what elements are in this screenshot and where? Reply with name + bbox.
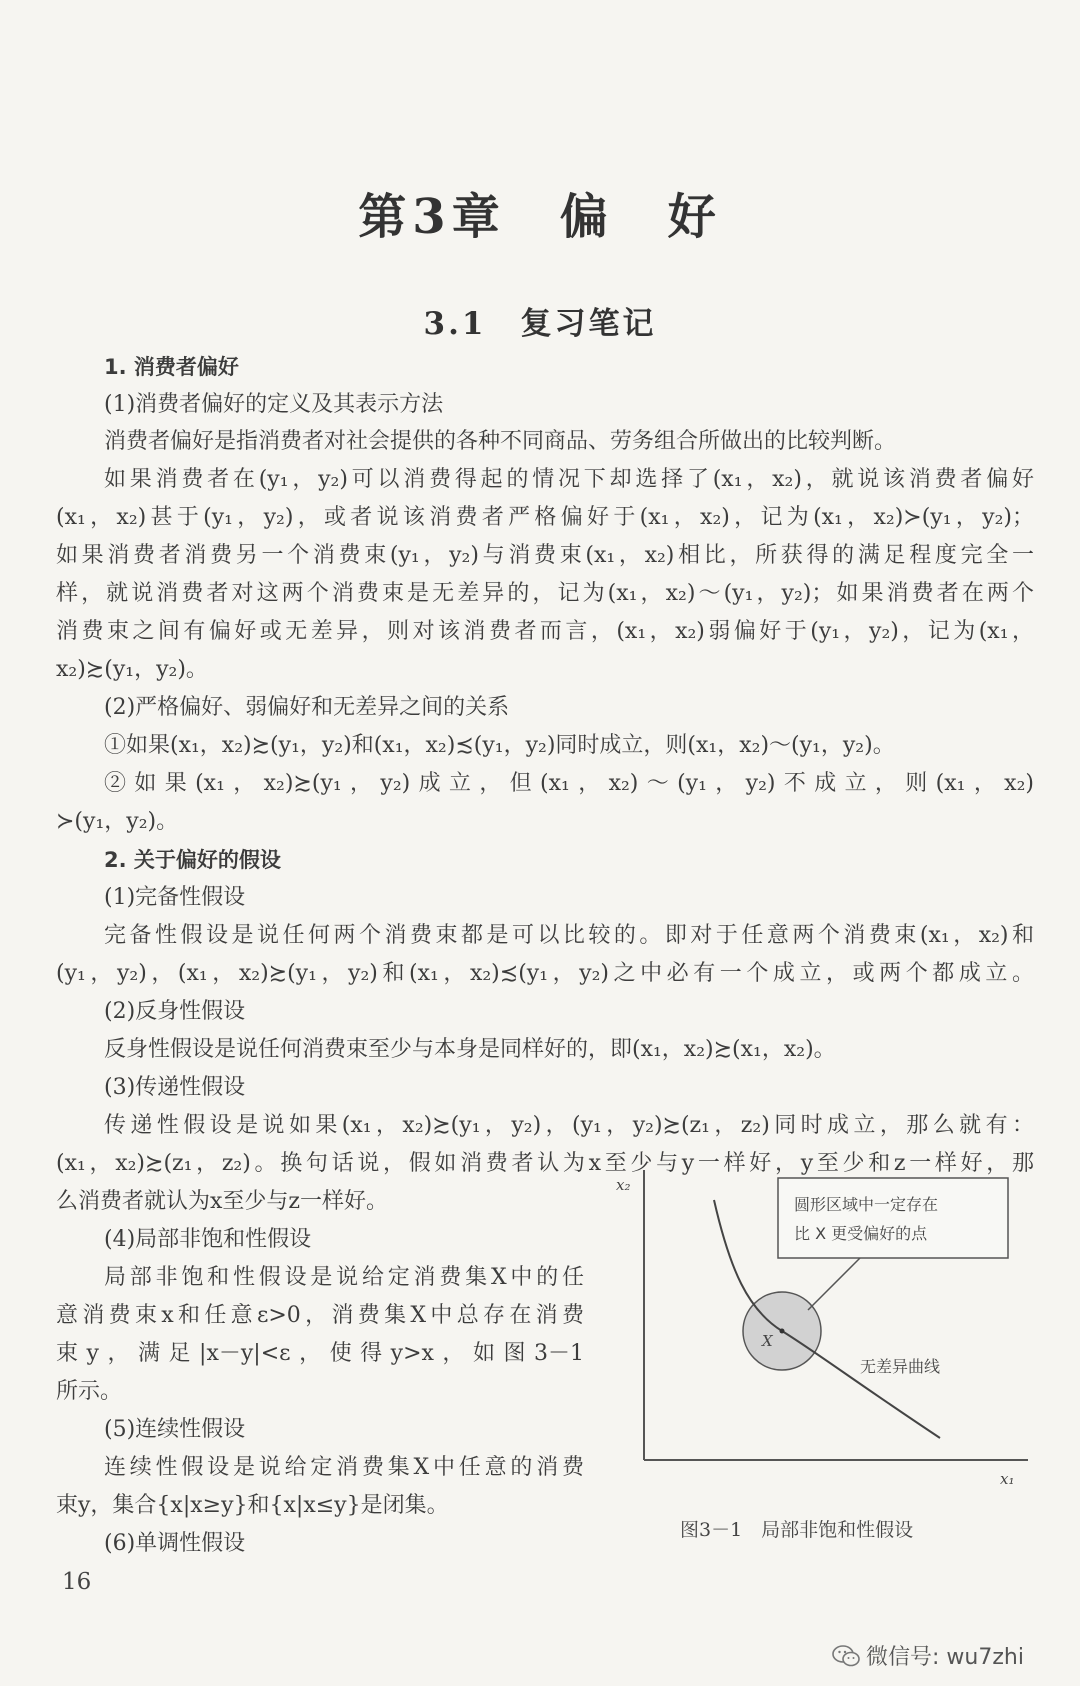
subheading: (4)局部非饱和性假设 — [104, 1227, 312, 1252]
wechat-watermark — [832, 1640, 1024, 1671]
paragraph-line: 所示。 — [56, 1379, 123, 1404]
paragraph-line: 完备性假设是说任何两个消费束都是可以比较的。即对于任意两个消费束(x₁，x₂)和 — [104, 923, 1034, 948]
subheading: (2)严格偏好、弱偏好和无差异之间的关系 — [104, 695, 510, 720]
paragraph-line: 么消费者就认为x至少与z一样好。 — [56, 1189, 388, 1214]
page-number: 16 — [62, 1569, 92, 1595]
wechat-id-text: 微信号: wu7zhi — [866, 1645, 1024, 1670]
chapter-title: 第3章 偏 好 — [358, 189, 722, 245]
point-label: X — [762, 1332, 773, 1350]
callout-pointer — [808, 1258, 860, 1310]
heading-consumer-preference: 1. 消费者偏好 — [104, 355, 239, 379]
subheading: (2)反身性假设 — [104, 999, 246, 1024]
subheading: (1)消费者偏好的定义及其表示方法 — [104, 392, 444, 417]
paragraph-line: 消费束之间有偏好或无差异，则对该消费者而言，(x₁，x₂)弱偏好于(y₁，y₂)，记为(x₁， — [56, 619, 1034, 644]
subheading: (5)连续性假设 — [104, 1417, 246, 1442]
subheading: (1)完备性假设 — [104, 885, 246, 910]
paragraph-line: 束y，满足|x－y|<ε，使得y>x，如图3－1 — [56, 1341, 584, 1366]
point-x — [780, 1329, 785, 1334]
paragraph-line: (x₁，x₂)≿(z₁，z₂)。换句话说，假如消费者认为x至少与y一样好，y至少和z一样好，那 — [56, 1151, 1034, 1176]
paragraph-line: 意消费束x和任意ε>0，消费集X中总存在消费 — [56, 1303, 584, 1328]
callout-text-line1: 圆形区域中一定存在 — [794, 1195, 939, 1214]
callout-box — [778, 1178, 1008, 1258]
paragraph-line: ≻(y₁，y₂)。 — [56, 809, 179, 834]
paragraph-line: ①如果(x₁，x₂)≿(y₁，y₂)和(x₁，x₂)≾(y₁，y₂)同时成立，则(x₁，x₂)～(y₁，y₂)。 — [104, 733, 895, 758]
paragraph-line: 束y，集合{x|x≥y}和{x|x≤y}是闭集。 — [56, 1493, 449, 1518]
figure-local-nonsatiation — [616, 1160, 1030, 1490]
curve-label: 无差异曲线 — [860, 1357, 941, 1376]
figure-caption: 图3－1 局部非饱和性假设 — [680, 1519, 914, 1541]
subheading: (3)传递性假设 — [104, 1075, 246, 1100]
y-axis-label: x₂ — [616, 1176, 631, 1194]
subheading: (6)单调性假设 — [104, 1531, 246, 1556]
section-title: 3.1 复习笔记 — [423, 306, 657, 342]
paragraph-line: 如果消费者在(y₁，y₂)可以消费得起的情况下却选择了(x₁，x₂)，就说该消费者偏好 — [104, 467, 1034, 492]
paragraph-line: 样，就说消费者对这两个消费束是无差异的，记为(x₁，x₂)～(y₁，y₂)；如果消费者在两个 — [56, 581, 1034, 606]
paragraph-line: 如果消费者消费另一个消费束(y₁，y₂)与消费束(x₁，x₂)相比，所获得的满足程度完全一 — [56, 543, 1034, 568]
x-axis-label: x₁ — [1000, 1470, 1015, 1488]
paragraph-line: 消费者偏好是指消费者对社会提供的各种不同商品、劳务组合所做出的比较判断。 — [104, 429, 897, 454]
paragraph-line: (y₁，y₂)，(x₁，x₂)≿(y₁，y₂)和(x₁，x₂)≾(y₁，y₂)之中必有一个成立，或两个都成立。 — [56, 961, 1034, 986]
paragraph-line: x₂)≿(y₁，y₂)。 — [56, 657, 208, 682]
paragraph-line: (x₁，x₂)甚于(y₁，y₂)，或者说该消费者严格偏好于(x₁，x₂)，记为(x₁，x₂)≻(y₁，y₂)； — [56, 505, 1034, 530]
paragraph-line: 局部非饱和性假设是说给定消费集X中的任 — [104, 1265, 584, 1290]
paragraph-line: 传递性假设是说如果(x₁，x₂)≿(y₁，y₂)，(y₁，y₂)≿(z₁，z₂)同时成立，那么就有： — [104, 1113, 1034, 1138]
heading-preference-assumptions: 2. 关于偏好的假设 — [104, 848, 281, 872]
paragraph-line: ②如果(x₁，x₂)≿(y₁，y₂)成立，但(x₁，x₂)～(y₁，y₂)不成立，则(x₁，x₂) — [104, 771, 1034, 796]
paragraph-line: 连续性假设是说给定消费集X中任意的消费 — [104, 1455, 584, 1480]
paragraph-line: 反身性假设是说任何消费束至少与本身是同样好的，即(x₁，x₂)≿(x₁，x₂)。 — [104, 1037, 836, 1062]
wechat-icon — [832, 1644, 860, 1668]
callout-text-line2: 比 X 更受偏好的点 — [794, 1224, 928, 1243]
